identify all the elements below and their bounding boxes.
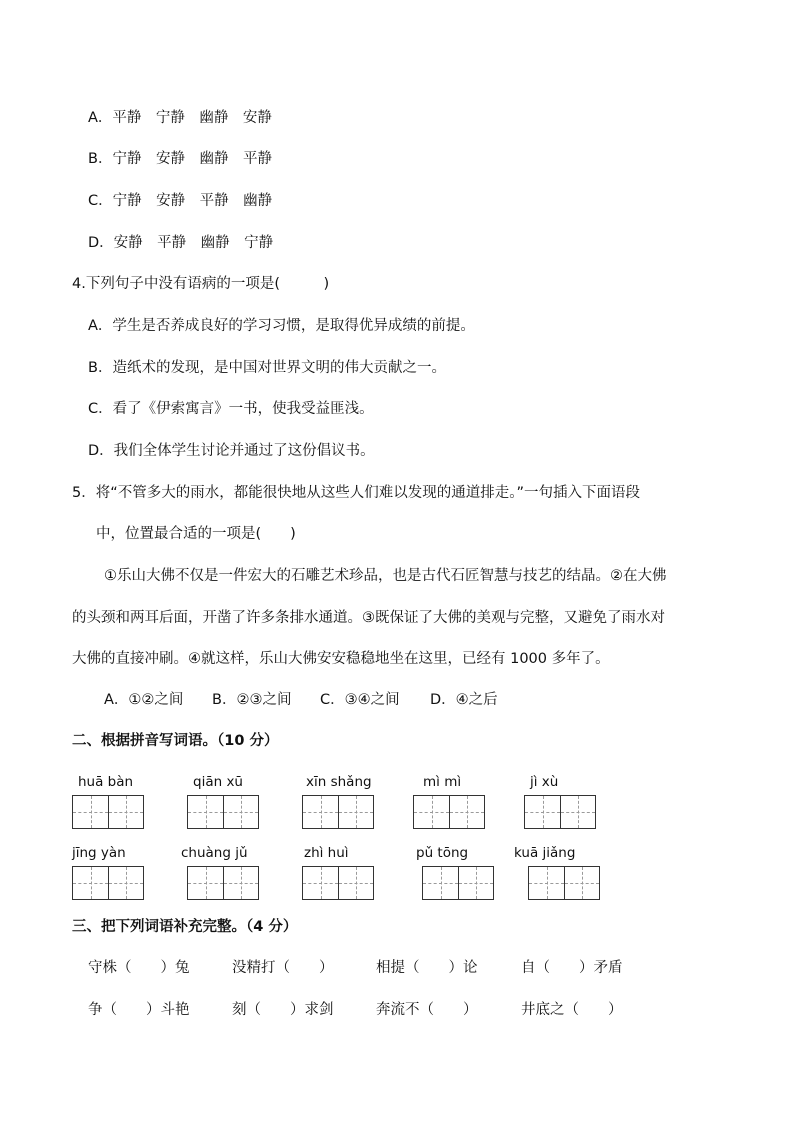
- q5-passage-line2: 的头颈和两耳后面，开凿了许多条排水通道。③既保证了大佛的美观与完整，又避免了雨水对: [72, 610, 665, 626]
- idiom-blank[interactable]: 井底之（ ）: [521, 1002, 623, 1018]
- writing-grid[interactable]: [528, 866, 600, 900]
- q3-option-d: D．安静 平静 幽静 宁静: [88, 235, 274, 251]
- q3-option-a: A．平静 宁静 幽静 安静: [88, 110, 272, 126]
- pinyin-label: pǔ tōng: [416, 845, 469, 861]
- q3-option-c: C．宁静 安静 平静 幽静: [88, 193, 273, 209]
- q4-option-a: A．学生是否养成良好的学习习惯，是取得优异成绩的前提。: [88, 318, 475, 334]
- q5-option-c: C．③④之间: [320, 692, 400, 708]
- pinyin-label: mì mì: [423, 774, 462, 790]
- q5-option-a: A．①②之间: [104, 692, 184, 708]
- q4-option-d: D．我们全体学生讨论并通过了这份倡议书。: [88, 443, 375, 459]
- writing-grid[interactable]: [413, 795, 485, 829]
- pinyin-label: xīn shǎng: [306, 774, 372, 790]
- q5-options: [104, 690, 498, 710]
- section3-title: 三、把下列词语补充完整。（4 分）: [72, 919, 298, 935]
- q4-option-c: C．看了《伊索寓言》一书，使我受益匪浅。: [88, 401, 374, 417]
- writing-grid[interactable]: [72, 795, 144, 829]
- pinyin-label: qiān xū: [193, 774, 243, 790]
- q5-stem-line1: 5．将“不管多大的雨水，都能很快地从这些人们难以发现的通道排走。”一句插入下面语段: [72, 485, 640, 501]
- pinyin-label: kuā jiǎng: [514, 845, 576, 861]
- idiom-blank[interactable]: 相提（ ）论: [376, 960, 478, 976]
- q5-option-b: B．②③之间: [212, 692, 292, 708]
- q5-stem-line2: 中，位置最合适的一项是( ): [96, 526, 296, 542]
- writing-grid[interactable]: [302, 795, 374, 829]
- writing-grid[interactable]: [187, 866, 259, 900]
- idiom-blank[interactable]: 守株（ ）兔: [88, 960, 190, 976]
- section2-title: 二、根据拼音写词语。（10 分）: [72, 733, 279, 749]
- writing-grid[interactable]: [187, 795, 259, 829]
- writing-grid[interactable]: [72, 866, 144, 900]
- q5-option-d: D．④之后: [430, 692, 498, 708]
- pinyin-label: zhì huì: [304, 845, 349, 861]
- q3-option-b: B．宁静 安静 幽静 平静: [88, 151, 272, 167]
- idiom-blank[interactable]: 没精打（ ）: [232, 960, 334, 976]
- q5-passage-line3: 大佛的直接冲刷。④就这样，乐山大佛安安稳稳地坐在这里，已经有 1000 多年了。: [72, 651, 610, 667]
- q4-stem: 4.下列句子中没有语病的一项是( ): [72, 276, 330, 292]
- pinyin-label: chuàng jǔ: [181, 845, 248, 861]
- q4-option-b: B．造纸术的发现，是中国对世界文明的伟大贡献之一。: [88, 360, 446, 376]
- idiom-blank[interactable]: 争（ ）斗艳: [88, 1002, 190, 1018]
- idiom-blank[interactable]: 刻（ ）求剑: [232, 1002, 334, 1018]
- idiom-blank[interactable]: 自（ ）矛盾: [521, 960, 623, 976]
- pinyin-label: huā bàn: [78, 774, 134, 790]
- idiom-blank[interactable]: 奔流不（ ）: [376, 1002, 478, 1018]
- writing-grid[interactable]: [422, 866, 494, 900]
- writing-grid[interactable]: [524, 795, 596, 829]
- q5-passage-line1: ①乐山大佛不仅是一件宏大的石雕艺术珍品，也是古代石匠智慧与技艺的结晶。②在大佛: [104, 568, 667, 584]
- pinyin-label: jì xù: [530, 774, 559, 790]
- writing-grid[interactable]: [302, 866, 374, 900]
- pinyin-label: jīng yàn: [72, 845, 126, 861]
